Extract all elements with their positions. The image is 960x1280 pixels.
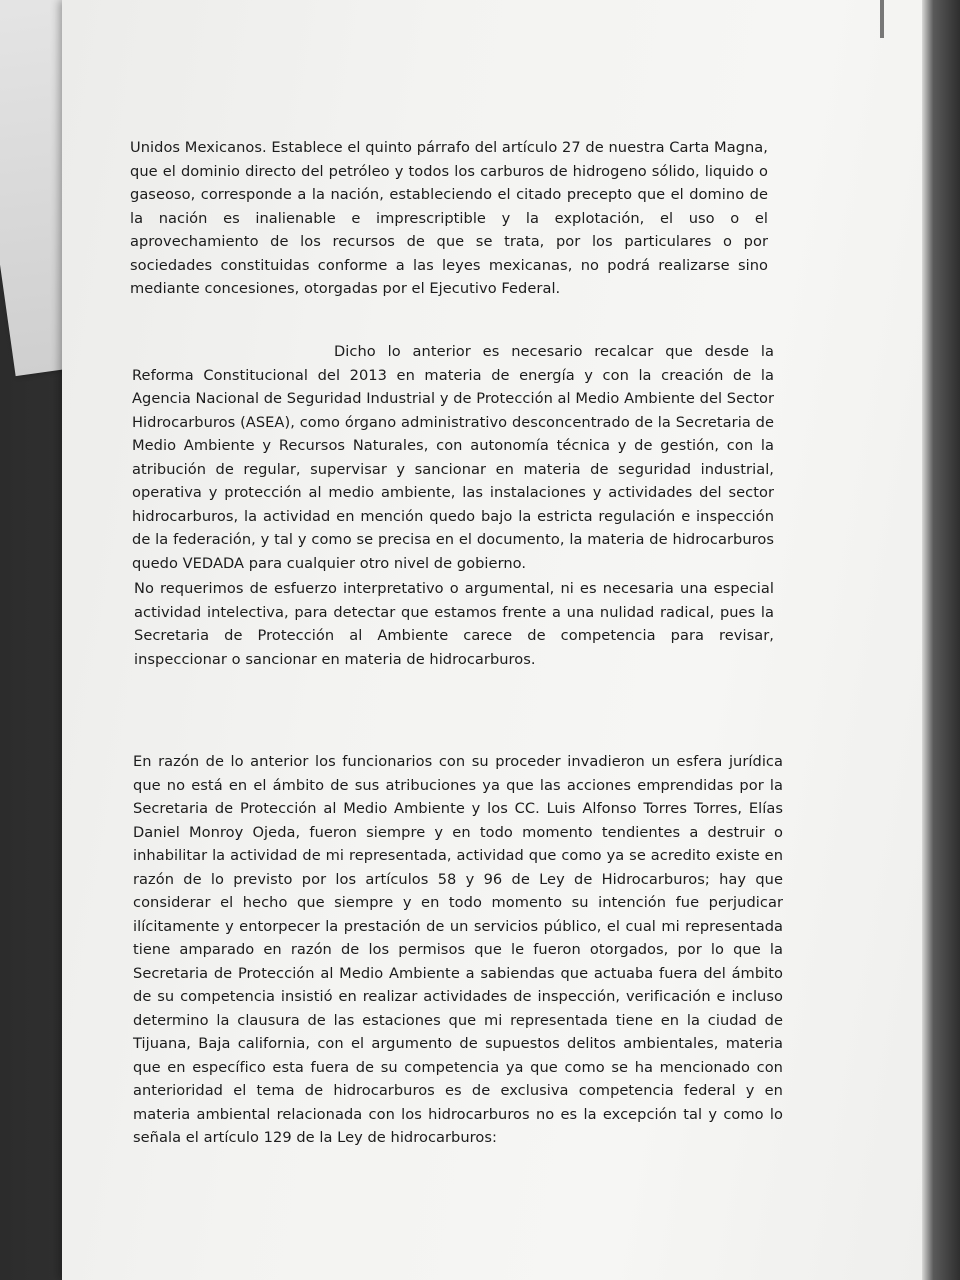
- paragraph-nulidad-radical: No requerimos de esfuerzo interpretativo o argumental, ni es necesaria una especial actividad intelectiva, para detectar que estamos frente a una nulidad radical, pues la Secretaria de Protección al Ambiente carece de competencia para revisar, inspeccionar o sancionar en materia de hidrocarburos.: [134, 580, 774, 668]
- binder-clip-mark: [880, 0, 884, 38]
- paragraph-article-27: Unidos Mexicanos. Establece el quinto párrafo del artículo 27 de nuestra Carta Magna, que el dominio directo del petróleo y todos los carburos de hidrogeno sólido, liquido o gaseoso, corresponde a la nación, estableciendo el citado precepto que el domino de la nación es inalienable e imprescriptible y la explotación, el uso o el aprovechamiento de los recursos de que se trata, por los particulares o por sociedades constituidas conforme a las leyes mexicanas, no podrá realizarse sino mediante concesiones, otorgadas por el Ejecutivo Federal.: [130, 139, 768, 297]
- paragraph-funcionarios: En razón de lo anterior los funcionarios con su proceder invadieron un esfera jurídica que no está en el ámbito de sus atribuciones ya que las acciones emprendidas por la Secretaria de Protección al Medio Ambiente y los CC. Luis Alfonso Torres Torres, Elías Daniel Monroy Ojeda, fueron siempre y en todo momento tendientes a destruir o inhabilitar la actividad de mi representada, actividad que como ya se acredito existe en razón de lo previsto por los artículos 58 y 96 de Ley de Hidrocarburos; hay que considerar el hecho que siempre y en todo momento su intención fue perjudicar ilícitamente y entorpecer la prestación de un servicios público, el cual mi representada tiene amparado en razón de los permisos que le fueron otorgados, por lo que la Secretaria de Protección al Medio Ambiente a sabiendas que actuaba fuera del ámbito de su competencia insistió en realizar actividades de inspección, verificación e incluso determino la clausura de las estaciones que mi representada tiene en la ciudad de Tijuana, Baja california, con el argumento de supuestos delitos ambientales, materia que en específico esta fuera de su competencia ya que como se ha mencionado con anterioridad el tema de hidrocarburos es de exclusiva competencia federal y en materia ambiental relacionada con los hidrocarburos no es la excepción tal y como lo señala el artículo 129 de la Ley de hidrocarburos:: [133, 753, 783, 1146]
- paragraph-reforma-asea: Dicho lo anterior es necesario recalcar que desde la Reforma Constitucional del 2013 en materia de energía y con la creación de la Agencia Nacional de Seguridad Industrial y de Protección al Medio Ambiente del Sector Hidrocarburos (ASEA), como órgano administrativo desconcentrado de la Secretaria de Medio Ambiente y Recursos Naturales, con autonomía técnica y de gestión, con la atribución de regular, supervisar y sancionar en materia de seguridad industrial, operativa y protección al medio ambiente, las instalaciones y actividades del sector hidrocarburos, la actividad en mención quedo bajo la estricta regulación e inspección de la federación, y tal y como se precisa en el documento, la materia de hidrocarburos quedo VEDADA para cualquier otro nivel de gobierno.: [132, 343, 774, 572]
- page-edge-shadow: [922, 0, 960, 1280]
